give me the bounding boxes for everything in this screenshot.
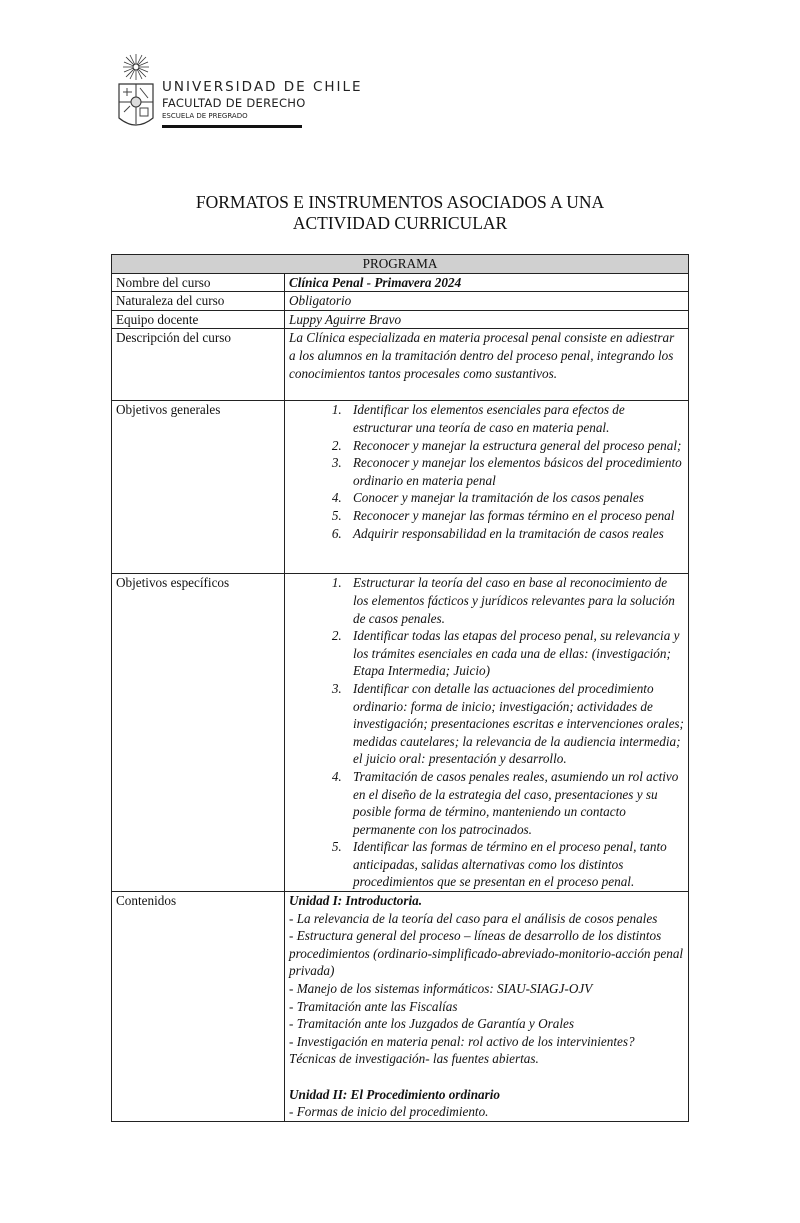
table-row	[112, 329, 689, 401]
content-line: - La relevancia de la teoría del caso para el análisis de cosos penales	[289, 910, 658, 926]
unit-heading: Unidad II: El Procedimiento ordinario	[289, 1086, 501, 1102]
table-row	[112, 273, 689, 292]
table-row	[112, 401, 689, 574]
list-item: 1. Identificar los elementos esenciales para efectos de estructurar una teoría de caso en materia penal.	[345, 401, 684, 436]
list-item: 6. Adquirir responsabilidad en la tramitación de casos reales	[345, 525, 684, 543]
list-item: 2. Identificar todas las etapas del proceso penal, su relevancia y los trámites esenciales en cada una de ellas: (investigación; Etapa Intermedia; Juicio)	[345, 627, 684, 680]
content-line: - Tramitación ante las Fiscalías	[289, 998, 458, 1014]
row-label: Naturaleza del curso	[112, 292, 285, 311]
teaching-team: Luppy Aguirre Bravo	[285, 310, 689, 329]
table-row	[112, 574, 689, 892]
program-table	[111, 254, 689, 1122]
list-item: 3. Reconocer y manejar los elementos básicos del procedimiento ordinario en materia penal	[345, 454, 684, 489]
list-item: 3. Identificar con detalle las actuaciones del procedimiento ordinario: forma de inicio; investigación; actividades de investigación; presentaciones escritas e intervenciones orales; medidas cautelares; la relevancia de la audiencia intermedia; el juicio oral: presentación y desarrollo.	[345, 680, 684, 768]
general-objectives-list	[289, 401, 684, 542]
row-label: Objetivos generales	[112, 401, 285, 574]
table-heading: PROGRAMA	[112, 255, 689, 274]
table-row	[112, 892, 689, 1122]
list-item: 1. Estructurar la teoría del caso en base al reconocimiento de los elementos fácticos y jurídicos relevantes para la solución de casos penales.	[345, 574, 684, 627]
header-rule	[162, 125, 302, 128]
table-row	[112, 292, 689, 311]
list-item: 4. Conocer y manejar la tramitación de los casos penales	[345, 489, 684, 507]
list-item: 5. Identificar las formas de término en el proceso penal, tanto anticipadas, salidas alternativas como los distintos procedimientos que se presentan en el proceso penal.	[345, 838, 684, 891]
content-line: - Formas de inicio del procedimiento.	[289, 1104, 489, 1120]
course-description: La Clínica especializada en materia procesal penal consiste en adiestrar a los alumnos en la tramitación dentro del proceso penal, integrando los conocimientos tantos procesales como sustantivos.	[285, 329, 689, 401]
content-line: - Tramitación ante los Juzgados de Garantía y Orales	[289, 1016, 574, 1032]
specific-objectives-list	[289, 574, 684, 891]
row-label: Equipo docente	[112, 310, 285, 329]
course-name: Clínica Penal - Primavera 2024	[285, 273, 689, 292]
page-title: FORMATOS E INSTRUMENTOS ASOCIADOS A UNA ACTIVIDAD CURRICULAR	[195, 192, 605, 233]
table-row	[112, 310, 689, 329]
row-label: Contenidos	[112, 892, 285, 1122]
list-item: 2. Reconocer y manejar la estructura general del proceso penal;	[345, 437, 684, 455]
row-label: Nombre del curso	[112, 273, 285, 292]
row-label: Objetivos específicos	[112, 574, 285, 892]
list-item: 5. Reconocer y manejar las formas término en el proceso penal	[345, 507, 684, 525]
content-line: - Manejo de los sistemas informáticos: SIAU-SIAGJ-OJV	[289, 981, 593, 997]
unit-heading: Unidad I: Introductoria.	[289, 893, 423, 909]
row-label: Descripción del curso	[112, 329, 285, 401]
school-name: ESCUELA DE PREGRADO	[162, 112, 248, 120]
contents-cell	[285, 892, 689, 1122]
university-seal-icon	[116, 52, 156, 132]
spacer	[289, 1068, 684, 1086]
faculty-name: FACULTAD DE DERECHO	[162, 96, 306, 110]
content-line: - Investigación en materia penal: rol activo de los intervinientes? Técnicas de investigación- las fuentes abiertas.	[289, 1033, 635, 1067]
course-nature: Obligatorio	[285, 292, 689, 311]
content-line: - Estructura general del proceso – líneas de desarrollo de los distintos procedimientos (ordinario-simplificado-abreviado-monitorio-acción penal privada)	[289, 928, 684, 979]
university-name: UNIVERSIDAD DE CHILE	[162, 79, 363, 95]
list-item: 4. Tramitación de casos penales reales, asumiendo un rol activo en el diseño de la estrategia del caso, presentaciones y su posible forma de término, manteniendo un contacto permanente con los patrocinados.	[345, 768, 684, 838]
